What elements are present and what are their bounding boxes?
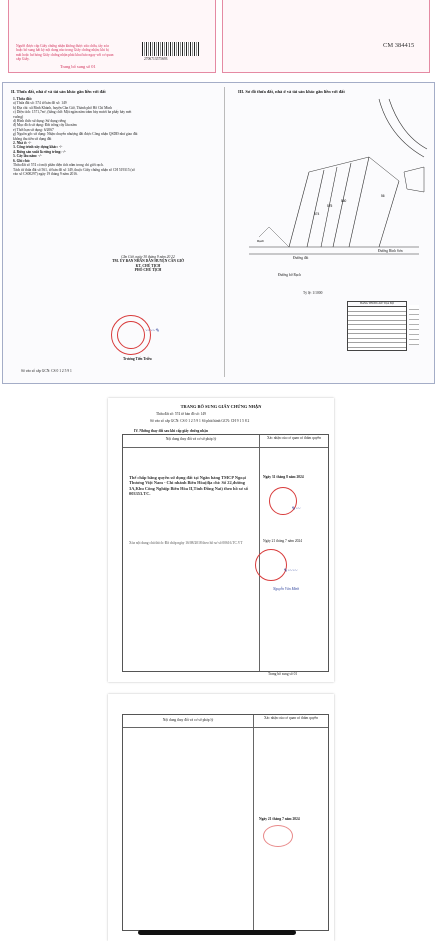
official-stamp <box>111 315 151 355</box>
parcel-map <box>229 97 429 267</box>
entry-2-date: Ngày 21 tháng 7 năm 2024 <box>263 539 303 543</box>
map-road-label-1: Đường Bình Sơn <box>378 249 403 253</box>
parcel-line: Thửa đất số: 574 tờ bản đồ số: 149 <box>156 412 206 416</box>
certificate-top-strip <box>0 0 435 80</box>
left-pink-frame <box>8 0 216 73</box>
parcel-line: vào số CS00297) ngày 19 tháng 9 năm 2016. <box>13 171 78 176</box>
supplement-title: TRANG BỔ SUNG GIẤY CHỨNG NHẬN <box>180 404 262 409</box>
home-indicator[interactable] <box>138 930 296 935</box>
svg-text:56: 56 <box>381 194 385 198</box>
coordinate-rows <box>348 307 406 350</box>
changes-section-title: IV. Những thay đổi sau khi cấp giấy chứng nhận <box>134 429 208 433</box>
barcode-number: 2706713575693 <box>144 57 168 61</box>
stamp-3 <box>263 825 293 847</box>
changes-table <box>122 434 329 672</box>
right-pink-frame <box>222 0 430 73</box>
change-entry-1: Thế chấp bằng quyền sử dụng đất tại Ngân hàng TMCP Ngoại Thương Việt Nam - Chi nhánh Biên Hòa(địa chỉ: Số 22,đường 3A,Khu Công Nghiệp Biên Hòa II,Tỉnh Đồng Nai) theo hồ sơ số 003353.TC. <box>129 475 248 497</box>
divider <box>224 87 225 377</box>
parcel-line: không thu tiền sử dụng đất <box>13 136 52 141</box>
parcel-line: e) Thời hạn sử dụng: 6/2067 <box>13 127 54 132</box>
register-number: Số vào sổ cấp GCN: CS 0 1 2 5 9 1 <box>21 369 72 373</box>
column-header-confirmation: Xác nhận của cơ quan có thẩm quyền <box>264 716 318 720</box>
column-header-content: Nội dung thay đổi và cơ sở pháp lý <box>165 437 217 441</box>
changes-table-2 <box>122 714 329 931</box>
parcel-line: 6. Ghi chú: <box>13 158 31 163</box>
parcel-line: c) Diện tích: 1571,7m², (bằng chữ: Một ngàn năm trăm bảy mươi ba phẩy bảy mét <box>13 110 132 115</box>
parcel-line: 3. Công trình xây dựng khác: -/- <box>13 145 63 150</box>
column-header-confirmation: Xác nhận của cơ quan có thẩm quyền <box>267 436 321 440</box>
land-certificate-page <box>2 82 435 384</box>
svg-text:574: 574 <box>314 212 320 216</box>
date-line: Cần Giờ, ngày 30 tháng 9 năm 20 22 <box>121 255 175 259</box>
signer-name-2: Nguyễn Văn Minh <box>273 587 300 591</box>
parcel-line: vuông) <box>13 114 24 119</box>
coordinate-table <box>347 301 407 351</box>
coordinate-table-header: BẢNG THỐNG KÊ TỌA ĐỘ <box>348 302 406 307</box>
signature-1: ✎〰 <box>291 507 301 512</box>
parcel-line: 4. Rừng sản xuất là rừng trồng: -/- <box>13 149 66 154</box>
map-road-label-3: Đường đất <box>293 256 309 260</box>
parcel-line: b) Địa chỉ: xã Bình Khánh, huyện Cần Giờ, Thành phố Hồ Chí Minh <box>13 105 112 110</box>
signer-name: Trương Tiến Triều <box>123 357 152 361</box>
change-entry-2: Xóa nội dung chú thích: Đã chấp ngày 16/08/2018 theo hồ sơ số 00616.TC.VT <box>129 541 243 545</box>
section-ii-title: II. Thửa đất, nhà ở và tài sản khác gắn liền với đất <box>11 89 106 94</box>
parcel-line: a) Thửa đất số: 574 tờ bản đồ số: 149 <box>13 101 67 106</box>
stamp-2 <box>255 549 287 581</box>
section-iii-title: III. Sơ đồ thửa đất, nhà ở và tài sản khác gắn liền với đất <box>238 89 345 94</box>
signing-block <box>73 255 223 273</box>
serial-number: CM 384415 <box>383 42 415 49</box>
map-road-label-2: Đường bờ Rạch <box>278 273 301 277</box>
svg-text:Rạch: Rạch <box>257 239 265 243</box>
supplement-page-2 <box>108 694 334 941</box>
supplement-footer: Trang bổ sung số 01 <box>268 672 298 676</box>
signature: 〰〰✎ <box>145 329 160 334</box>
register-line: Số vào sổ cấp GCN: CS 0 1 2 5 9 1 Số phát hành GCN: CH 9 1 5 8 2 <box>150 419 250 423</box>
column-header-content: Nội dung thay đổi và cơ sở pháp lý <box>162 718 214 722</box>
parcel-line: đ) Mục đích sử dụng: Đất trồng cây lâu năm <box>13 123 77 128</box>
parcel-details <box>13 97 218 176</box>
table-side-notes <box>409 305 419 345</box>
svg-text:560: 560 <box>341 199 347 203</box>
parcel-line: Thửa đất số 574 có một phần diện tích nằm trong chỉ giới rạch. <box>13 163 104 168</box>
parcel-line: 2. Nhà ở: -/- <box>13 141 32 146</box>
parcel-line: g) Nguồn gốc sử dụng: Nhận chuyển nhượng đất được Công nhận QSDĐ như giao đất <box>13 132 138 137</box>
map-scale: Tỷ lệ: 1/1000 <box>303 291 323 295</box>
parcel-line: Tách từ thửa đất số 561, tờ bản đồ số 149, thuộc Giấy chứng nhận số CH 519315 (số <box>13 167 135 172</box>
top-note: Người được cấp Giấy chứng nhận không được sửa chữa, tẩy xóa hoặc bổ sung bất kỳ nội dung nào trong Giấy chứng nhận; khi bị mất hoặc hư hỏng Giấy chứng nhận phải khai báo ngay với cơ quan cấp Giấy. <box>16 44 114 62</box>
entry-1-date: Ngày 31 tháng 8 năm 2024 <box>263 475 304 479</box>
supplement-page <box>108 398 334 682</box>
signature-2: ✎〰〰 <box>283 569 298 574</box>
parcel-line: d) Hình thức sử dụng: Sử dụng riêng <box>13 119 66 124</box>
sign-title-1: TM. ỦY BAN NHÂN DÂN HUYỆN CẦN GIỜ <box>112 259 184 264</box>
parcel-line: 5. Cây lâu năm: -/- <box>13 154 42 159</box>
sign-title-2: KT. CHỦ TỊCH <box>135 263 161 268</box>
barcode <box>142 42 200 56</box>
sign-title-3: PHÓ CHỦ TỊCH <box>134 268 162 273</box>
entry-date: Ngày 21 tháng 7 năm 2024 <box>259 817 300 821</box>
svg-text:575: 575 <box>327 204 333 208</box>
parcel-line: 1. Thửa đất: <box>13 97 32 101</box>
supplement-page-note: Trang bổ sung số 01 <box>60 64 96 69</box>
